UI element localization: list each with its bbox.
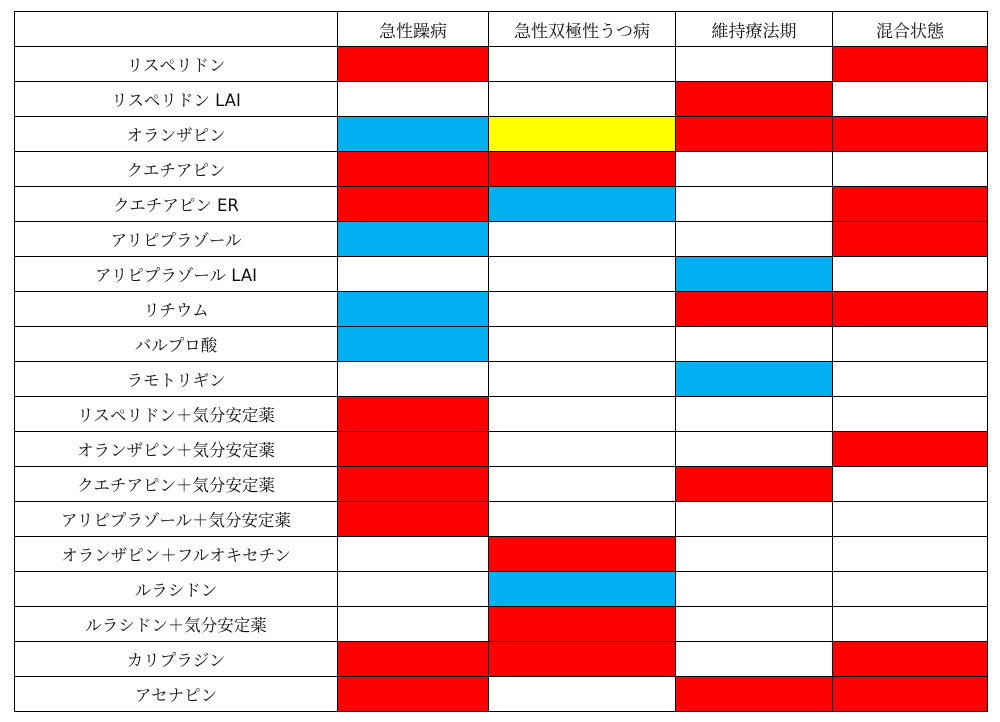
drug-name-cell: リスペリドン bbox=[15, 47, 338, 82]
corner-cell bbox=[15, 12, 338, 47]
indication-cell bbox=[489, 152, 676, 187]
table-row bbox=[15, 47, 988, 82]
drug-name-cell: ルラシドン＋気分安定薬 bbox=[15, 607, 338, 642]
indication-cell bbox=[833, 642, 988, 677]
drug-name-cell: アリピプラゾール＋気分安定薬 bbox=[15, 502, 338, 537]
indication-cell bbox=[338, 362, 489, 397]
indication-cell bbox=[489, 537, 676, 572]
header-acute-bipolar-depression: 急性双極性うつ病 bbox=[489, 12, 676, 47]
indication-cell bbox=[338, 292, 489, 327]
table-row bbox=[15, 607, 988, 642]
table-row bbox=[15, 642, 988, 677]
drug-name-cell: アリピプラゾール bbox=[15, 222, 338, 257]
table-row bbox=[15, 572, 988, 607]
indication-cell bbox=[676, 362, 833, 397]
table-row bbox=[15, 397, 988, 432]
indication-cell bbox=[489, 327, 676, 362]
indication-cell bbox=[338, 572, 489, 607]
indication-cell bbox=[833, 362, 988, 397]
drug-name-cell: クエチアピン＋気分安定薬 bbox=[15, 467, 338, 502]
table-row bbox=[15, 117, 988, 152]
table-body bbox=[15, 47, 988, 712]
indication-cell bbox=[338, 642, 489, 677]
indication-cell bbox=[676, 222, 833, 257]
indication-cell bbox=[489, 47, 676, 82]
indication-cell bbox=[676, 572, 833, 607]
indication-cell bbox=[676, 467, 833, 502]
drug-name-cell: クエチアピン ER bbox=[15, 187, 338, 222]
header-mixed-state: 混合状態 bbox=[833, 12, 988, 47]
indication-cell bbox=[676, 117, 833, 152]
indication-cell bbox=[833, 222, 988, 257]
drug-name-cell: クエチアピン bbox=[15, 152, 338, 187]
indication-cell bbox=[489, 502, 676, 537]
drug-name-cell: アリピプラゾール LAI bbox=[15, 257, 338, 292]
indication-cell bbox=[833, 152, 988, 187]
indication-cell bbox=[338, 152, 489, 187]
indication-cell bbox=[489, 222, 676, 257]
indication-cell bbox=[833, 47, 988, 82]
drug-indication-table bbox=[14, 11, 988, 712]
drug-name-cell: オランザピン bbox=[15, 117, 338, 152]
header-maintenance: 維持療法期 bbox=[676, 12, 833, 47]
indication-cell bbox=[676, 292, 833, 327]
indication-cell bbox=[833, 432, 988, 467]
indication-cell bbox=[489, 607, 676, 642]
indication-cell bbox=[338, 607, 489, 642]
drug-name-cell: オランザピン＋気分安定薬 bbox=[15, 432, 338, 467]
indication-cell bbox=[676, 397, 833, 432]
indication-cell bbox=[338, 222, 489, 257]
indication-cell bbox=[676, 187, 833, 222]
table-row bbox=[15, 222, 988, 257]
indication-cell bbox=[833, 257, 988, 292]
indication-cell bbox=[833, 677, 988, 712]
indication-cell bbox=[833, 187, 988, 222]
indication-cell bbox=[833, 327, 988, 362]
indication-cell bbox=[489, 362, 676, 397]
indication-cell bbox=[833, 607, 988, 642]
indication-cell bbox=[489, 467, 676, 502]
table-row bbox=[15, 327, 988, 362]
indication-cell bbox=[489, 572, 676, 607]
indication-cell bbox=[489, 292, 676, 327]
drug-name-cell: ラモトリギン bbox=[15, 362, 338, 397]
table-row bbox=[15, 292, 988, 327]
indication-cell bbox=[338, 187, 489, 222]
drug-name-cell: ルラシドン bbox=[15, 572, 338, 607]
indication-cell bbox=[338, 537, 489, 572]
table-row bbox=[15, 502, 988, 537]
table-row bbox=[15, 467, 988, 502]
header-acute-mania: 急性躁病 bbox=[338, 12, 489, 47]
drug-name-cell: リチウム bbox=[15, 292, 338, 327]
table-container bbox=[14, 11, 988, 712]
indication-cell bbox=[489, 397, 676, 432]
indication-cell bbox=[489, 257, 676, 292]
table-row bbox=[15, 537, 988, 572]
indication-cell bbox=[338, 82, 489, 117]
indication-cell bbox=[338, 257, 489, 292]
indication-cell bbox=[489, 187, 676, 222]
indication-cell bbox=[489, 432, 676, 467]
drug-name-cell: オランザピン＋フルオキセチン bbox=[15, 537, 338, 572]
indication-cell bbox=[833, 572, 988, 607]
table-row bbox=[15, 82, 988, 117]
indication-cell bbox=[676, 47, 833, 82]
indication-cell bbox=[489, 117, 676, 152]
indication-cell bbox=[489, 82, 676, 117]
indication-cell bbox=[833, 467, 988, 502]
indication-cell bbox=[338, 397, 489, 432]
table-row bbox=[15, 362, 988, 397]
indication-cell bbox=[676, 327, 833, 362]
indication-cell bbox=[338, 502, 489, 537]
indication-cell bbox=[338, 432, 489, 467]
indication-cell bbox=[338, 117, 489, 152]
table-row bbox=[15, 432, 988, 467]
indication-cell bbox=[676, 432, 833, 467]
indication-cell bbox=[833, 502, 988, 537]
header-row bbox=[15, 12, 988, 47]
indication-cell bbox=[833, 537, 988, 572]
drug-name-cell: リスペリドン＋気分安定薬 bbox=[15, 397, 338, 432]
indication-cell bbox=[833, 82, 988, 117]
drug-name-cell: カリプラジン bbox=[15, 642, 338, 677]
indication-cell bbox=[676, 537, 833, 572]
indication-cell bbox=[338, 677, 489, 712]
drug-name-cell: アセナピン bbox=[15, 677, 338, 712]
indication-cell bbox=[489, 677, 676, 712]
drug-name-cell: バルプロ酸 bbox=[15, 327, 338, 362]
indication-cell bbox=[489, 642, 676, 677]
indication-cell bbox=[676, 502, 833, 537]
indication-cell bbox=[676, 82, 833, 117]
table-row bbox=[15, 677, 988, 712]
indication-cell bbox=[676, 152, 833, 187]
table-row bbox=[15, 257, 988, 292]
indication-cell bbox=[338, 327, 489, 362]
indication-cell bbox=[676, 642, 833, 677]
indication-cell bbox=[676, 607, 833, 642]
indication-cell bbox=[833, 117, 988, 152]
drug-name-cell: リスペリドン LAI bbox=[15, 82, 338, 117]
table-row bbox=[15, 187, 988, 222]
table-row bbox=[15, 152, 988, 187]
indication-cell bbox=[338, 47, 489, 82]
indication-cell bbox=[833, 397, 988, 432]
indication-cell bbox=[833, 292, 988, 327]
indication-cell bbox=[676, 257, 833, 292]
indication-cell bbox=[676, 677, 833, 712]
indication-cell bbox=[338, 467, 489, 502]
